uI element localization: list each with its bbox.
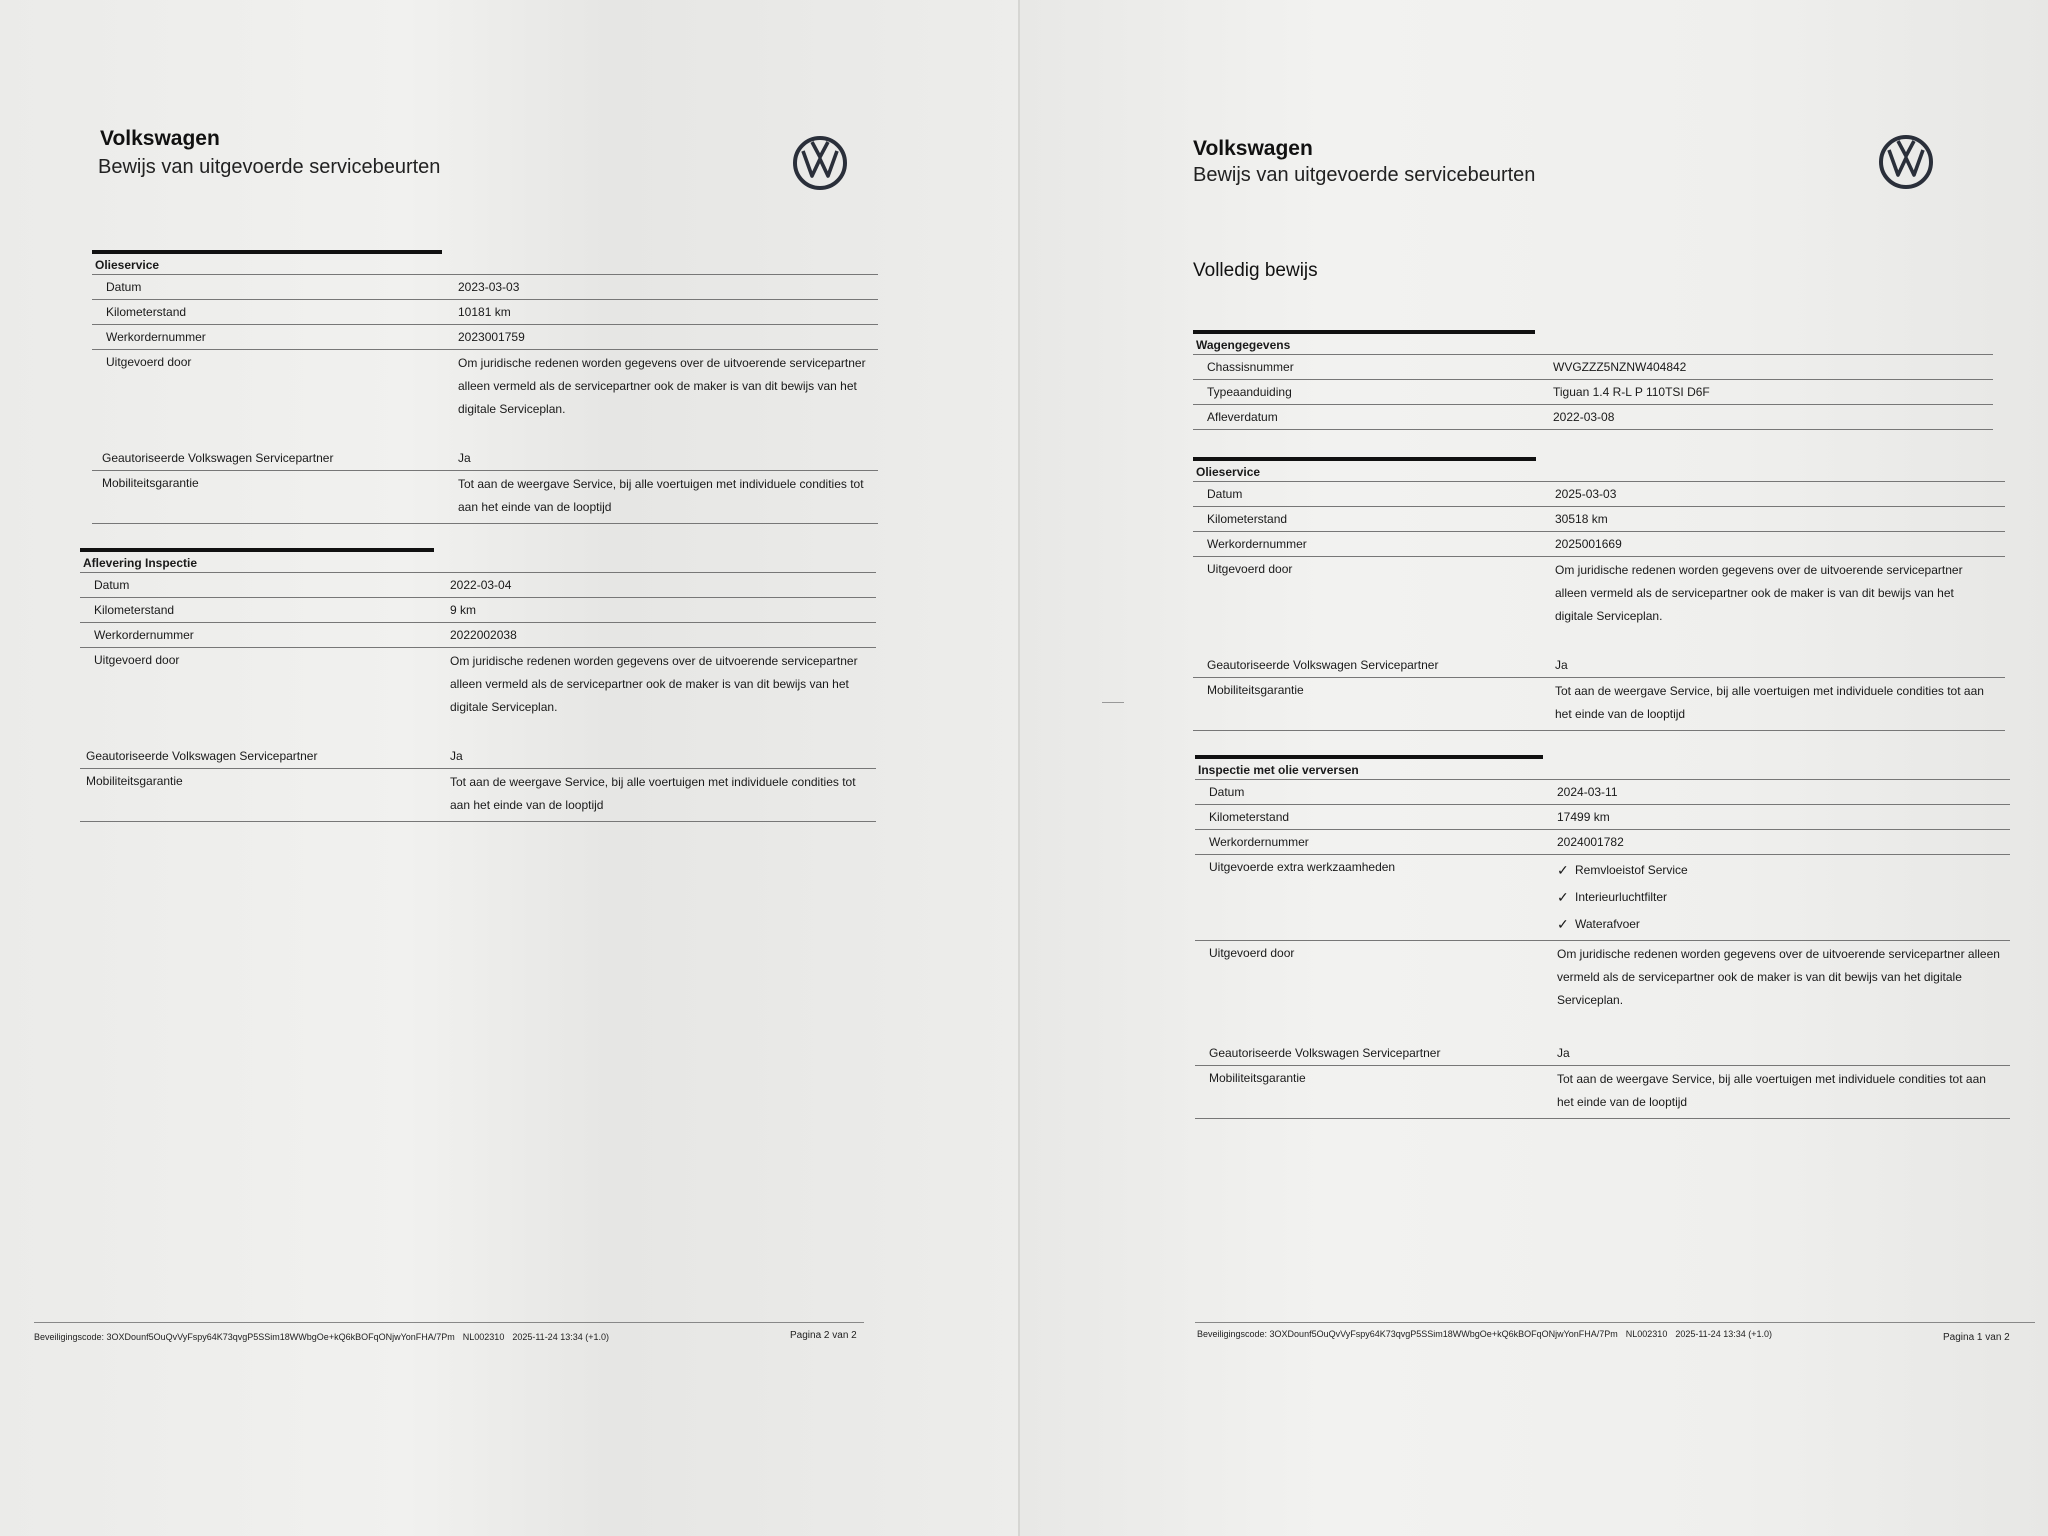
vw-logo-icon (792, 135, 848, 191)
security-code: Beveiligingscode: 3OXDounf5OuQvVyFspy64K73qvgP5SSim18WWbgOe+kQ6kBOFqONjwYonFHA/7Pm (34, 1332, 455, 1342)
section-aflevering-inspectie (80, 548, 876, 822)
row-label: Mobiliteitsgarantie (1209, 1071, 1306, 1085)
row-label: Afleverdatum (1207, 410, 1278, 424)
row-label: Datum (1209, 785, 1245, 799)
row-value: Ja (1555, 658, 1568, 672)
row-kilometerstand (92, 300, 878, 325)
checkmark-icon: ✓ (1557, 889, 1569, 905)
extra-work-label: Remvloeistof Service (1575, 863, 1688, 877)
row-value: Ja (450, 749, 463, 763)
footer-ref: NL002310 (1625, 1329, 1668, 1339)
row-label: Kilometerstand (1207, 512, 1288, 526)
row-label: Uitgevoerd door (94, 653, 180, 667)
footer-security-code (34, 1332, 609, 1342)
section-inspectie-olie-verversen (1195, 755, 2010, 1119)
footer-timestamp: 2025-11-24 13:34 (+1.0) (512, 1332, 609, 1342)
row-label: Uitgevoerd door (1209, 946, 1295, 960)
row-value: 2023001759 (458, 330, 525, 344)
row-datum (1193, 482, 2005, 507)
page-number: Pagina 1 van 2 (1943, 1332, 2010, 1343)
paper-mark (1102, 702, 1124, 703)
footer-security-code (1197, 1329, 1772, 1339)
security-code: Beveiligingscode: 3OXDounf5OuQvVyFspy64K73qvgP5SSim18WWbgOe+kQ6kBOFqONjwYonFHA/7Pm (1197, 1329, 1618, 1339)
row-value: 2022-03-08 (1553, 410, 1615, 424)
row-werkordernummer (1195, 830, 2010, 855)
vw-logo-icon (1878, 134, 1934, 190)
row-datum (1195, 780, 2010, 805)
section-olieservice (1193, 457, 2005, 731)
row-value: 2023-03-03 (458, 280, 520, 294)
row-label: Chassisnummer (1207, 360, 1294, 374)
row-label: Kilometerstand (106, 305, 187, 319)
row-werkordernummer (92, 325, 878, 350)
row-uitgevoerd-door (92, 350, 878, 446)
row-werkordernummer (1193, 532, 2005, 557)
row-mobiliteitsgarantie (1193, 678, 2005, 731)
row-value: Tot aan de weergave Service, bij alle voertuigen met individuele condities tot aan het einde van de looptijd (458, 477, 864, 514)
row-label: Mobiliteitsgarantie (1207, 683, 1304, 697)
row-value: Tot aan de weergave Service, bij alle voertuigen met individuele condities tot aan het einde van de looptijd (450, 775, 856, 812)
row-chassisnummer (1193, 355, 1993, 380)
row-label: Uitgevoerd door (1207, 562, 1293, 576)
row-label: Geautoriseerde Volkswagen Servicepartner (1207, 658, 1439, 672)
brand-name: Volkswagen (100, 127, 220, 150)
extra-work-item (1557, 911, 1688, 938)
section-title: Wagengegevens (1193, 334, 1993, 355)
row-servicepartner (92, 446, 878, 471)
row-value: 9 km (450, 603, 477, 617)
row-value: Ja (1557, 1046, 1570, 1060)
row-uitgevoerd-door (80, 648, 876, 744)
footer-ref: NL002310 (462, 1332, 505, 1342)
page-number: Pagina 2 van 2 (790, 1330, 857, 1341)
extra-work-item (1557, 857, 1688, 884)
row-label: Werkordernummer (106, 330, 206, 344)
row-werkordernummer (80, 623, 876, 648)
row-label: Geautoriseerde Volkswagen Servicepartner (1209, 1046, 1441, 1060)
row-label: Werkordernummer (1209, 835, 1309, 849)
row-value: 10181 km (458, 305, 511, 319)
row-mobiliteitsgarantie (92, 471, 878, 524)
row-value: Om juridische redenen worden gegevens over de uitvoerende servicepartner alleen vermeld als de servicepartner ook de maker is van dit bewijs van het digitale Serviceplan. (450, 654, 858, 714)
row-value: Tot aan de weergave Service, bij alle voertuigen met individuele condities tot aan het einde van de looptijd (1555, 684, 1984, 721)
document-title: Bewijs van uitgevoerde servicebeurten (98, 156, 441, 178)
row-value: Ja (458, 451, 471, 465)
row-datum (80, 573, 876, 598)
section-title: Olieservice (92, 254, 878, 275)
row-extra-werkzaamheden (1195, 855, 2010, 941)
section-title: Olieservice (1193, 461, 2005, 482)
row-value: 2022002038 (450, 628, 517, 642)
row-kilometerstand (80, 598, 876, 623)
row-value: 17499 km (1557, 810, 1610, 824)
row-label: Mobiliteitsgarantie (86, 774, 183, 788)
row-mobiliteitsgarantie (80, 769, 876, 822)
row-label: Geautoriseerde Volkswagen Servicepartner (102, 451, 334, 465)
extra-work-item (1557, 884, 1688, 911)
row-value: WVGZZZ5NZNW404842 (1553, 360, 1687, 374)
page-heading: Volledig bewijs (1193, 260, 1318, 281)
row-value: 30518 km (1555, 512, 1608, 526)
row-value: 2022-03-04 (450, 578, 512, 592)
row-uitgevoerd-door (1193, 557, 2005, 653)
section-wagengegevens (1193, 330, 1993, 430)
row-label: Datum (106, 280, 142, 294)
row-label: Datum (94, 578, 130, 592)
row-label: Kilometerstand (94, 603, 175, 617)
row-servicepartner (1193, 653, 2005, 678)
extra-work-label: Waterafvoer (1575, 917, 1640, 931)
checkmark-icon: ✓ (1557, 916, 1569, 932)
row-servicepartner (1195, 1041, 2010, 1066)
row-label: Geautoriseerde Volkswagen Servicepartner (86, 749, 318, 763)
row-label: Typeaanduiding (1207, 385, 1292, 399)
section-title: Aflevering Inspectie (80, 552, 876, 573)
row-mobiliteitsgarantie (1195, 1066, 2010, 1119)
row-value: Tiguan 1.4 R-L P 110TSI D6F (1553, 385, 1710, 399)
section-title: Inspectie met olie verversen (1195, 759, 2010, 780)
row-value: 2024001782 (1557, 835, 1624, 849)
extra-work-label: Interieurluchtfilter (1575, 890, 1668, 904)
row-label: Werkordernummer (1207, 537, 1307, 551)
row-value: Om juridische redenen worden gegevens over de uitvoerende servicepartner alleen vermeld als de servicepartner ook de maker is van dit bewijs van het digitale Serviceplan. (1557, 947, 2000, 1007)
row-value: 2025001669 (1555, 537, 1622, 551)
row-value: 2025-03-03 (1555, 487, 1617, 501)
footer-timestamp: 2025-11-24 13:34 (+1.0) (1675, 1329, 1772, 1339)
row-uitgevoerd-door (1195, 941, 2010, 1041)
row-datum (92, 275, 878, 300)
row-label: Datum (1207, 487, 1243, 501)
row-value: 2024-03-11 (1557, 785, 1618, 799)
row-value: Tot aan de weergave Service, bij alle voertuigen met individuele condities tot aan het einde van de looptijd (1557, 1072, 1986, 1109)
document-page-1 (1018, 0, 2048, 1536)
brand-name: Volkswagen (1193, 137, 1313, 160)
row-label: Mobiliteitsgarantie (102, 476, 199, 490)
row-label: Werkordernummer (94, 628, 194, 642)
footer-divider (34, 1322, 864, 1323)
document-title: Bewijs van uitgevoerde servicebeurten (1193, 164, 1536, 186)
extra-work-list (1557, 855, 1688, 940)
row-afleverdatum (1193, 405, 1993, 430)
row-label: Uitgevoerd door (106, 355, 192, 369)
row-label: Uitgevoerde extra werkzaamheden (1209, 860, 1396, 874)
document-page-2 (0, 0, 1018, 1536)
section-olieservice (92, 250, 878, 524)
footer-divider (1195, 1322, 2035, 1323)
row-kilometerstand (1195, 805, 2010, 830)
checkmark-icon: ✓ (1557, 862, 1569, 878)
row-servicepartner (80, 744, 876, 769)
row-label: Kilometerstand (1209, 810, 1290, 824)
row-typeaanduiding (1193, 380, 1993, 405)
row-value: Om juridische redenen worden gegevens over de uitvoerende servicepartner alleen vermeld als de servicepartner ook de maker is van dit bewijs van het digitale Serviceplan. (458, 356, 866, 416)
row-kilometerstand (1193, 507, 2005, 532)
row-value: Om juridische redenen worden gegevens over de uitvoerende servicepartner alleen vermeld als de servicepartner ook de maker is van dit bewijs van het digitale Serviceplan. (1555, 563, 1963, 623)
